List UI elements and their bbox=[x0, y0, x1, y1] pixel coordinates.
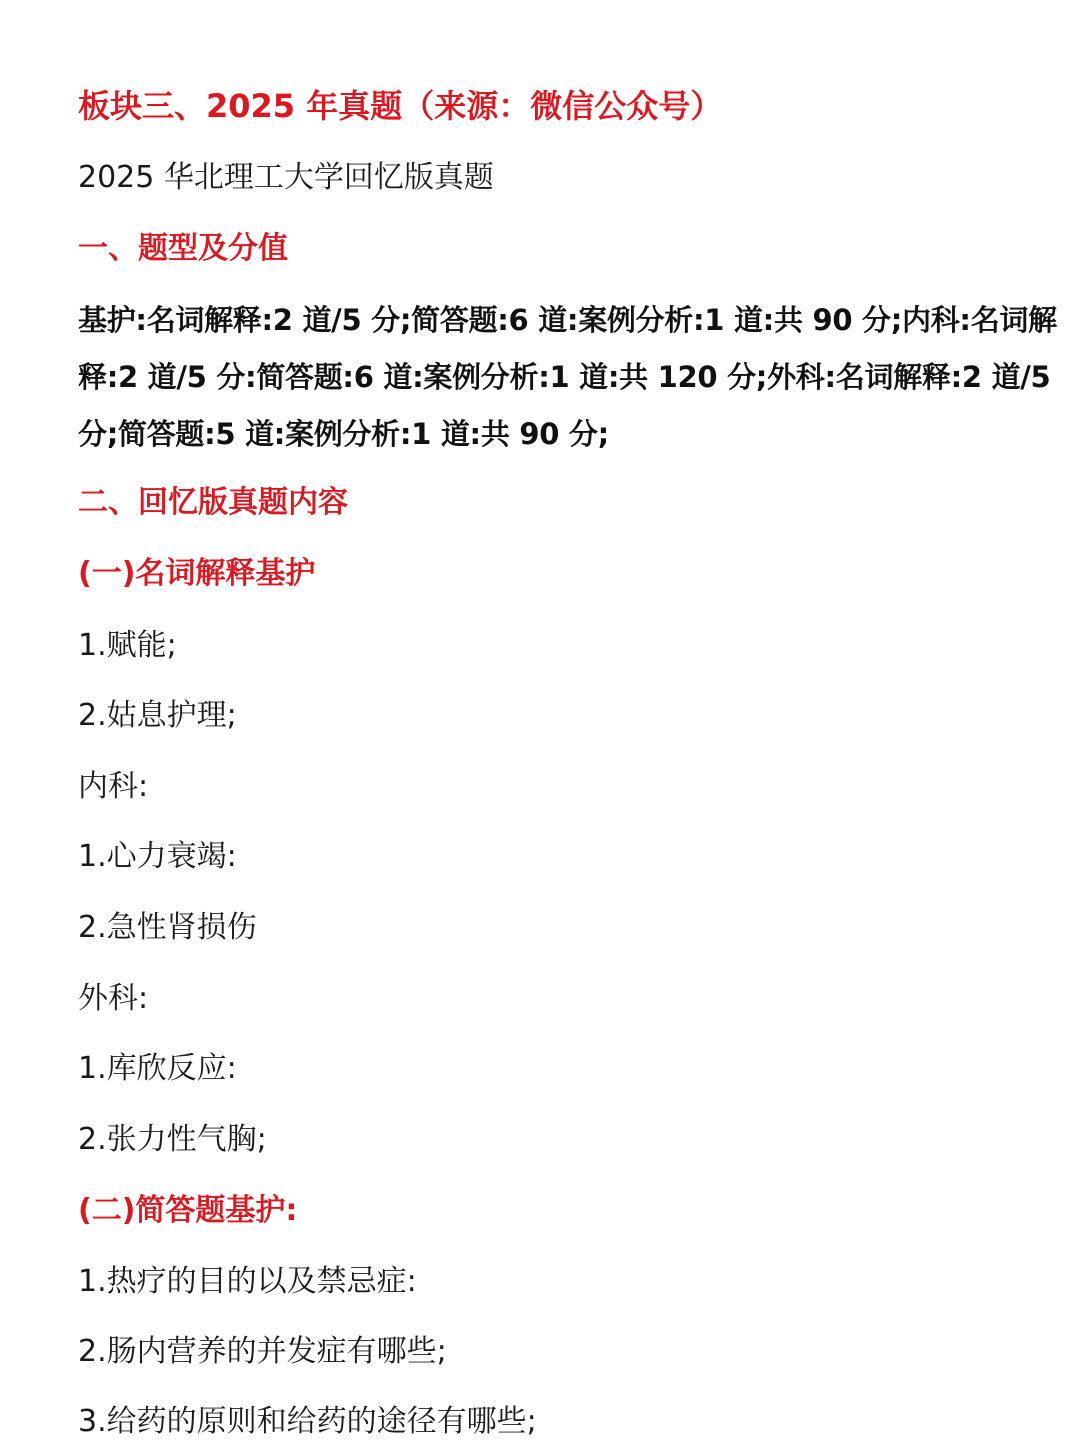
list-item: 2.急性肾损伤 bbox=[78, 910, 257, 945]
label-internal-medicine: 内科: bbox=[78, 769, 149, 804]
list-item: 1.热疗的目的以及禁忌症: bbox=[78, 1264, 417, 1299]
list-item: 1.心力衰竭: bbox=[78, 839, 237, 874]
score-line: 释:2 道/5 分:简答题:6 道:案例分析:1 道:共 120 分;外科:名词解释:2 道/5 bbox=[78, 360, 1051, 394]
heading-question-types: 一、题型及分值 bbox=[78, 231, 288, 266]
section-title: 板块三、2025 年真题（来源：微信公众号） bbox=[78, 87, 723, 125]
document-subtitle: 2025 华北理工大学回忆版真题 bbox=[78, 160, 494, 195]
score-line: 基护:名词解释:2 道/5 分;简答题:6 道:案例分析:1 道:共 90 分;内科:名词解 bbox=[78, 303, 1057, 337]
list-item: 3.给药的原则和给药的途径有哪些; bbox=[78, 1404, 537, 1439]
list-item: 1.库欣反应: bbox=[78, 1051, 237, 1086]
score-paragraph bbox=[78, 292, 1057, 463]
score-line: 分;简答题:5 道:案例分析:1 道:共 90 分; bbox=[78, 417, 609, 451]
label-surgery: 外科: bbox=[78, 981, 149, 1016]
list-item: 2.张力性气胸; bbox=[78, 1122, 267, 1157]
list-item: 2.姑息护理; bbox=[78, 698, 237, 733]
heading-term-explanation: (一)名词解释基护 bbox=[78, 556, 316, 591]
list-item: 1.赋能; bbox=[78, 628, 177, 663]
heading-recalled-content: 二、回忆版真题内容 bbox=[78, 485, 348, 520]
heading-short-answer: (二)简答题基护: bbox=[78, 1193, 298, 1228]
list-item: 2.肠内营养的并发症有哪些; bbox=[78, 1334, 447, 1369]
